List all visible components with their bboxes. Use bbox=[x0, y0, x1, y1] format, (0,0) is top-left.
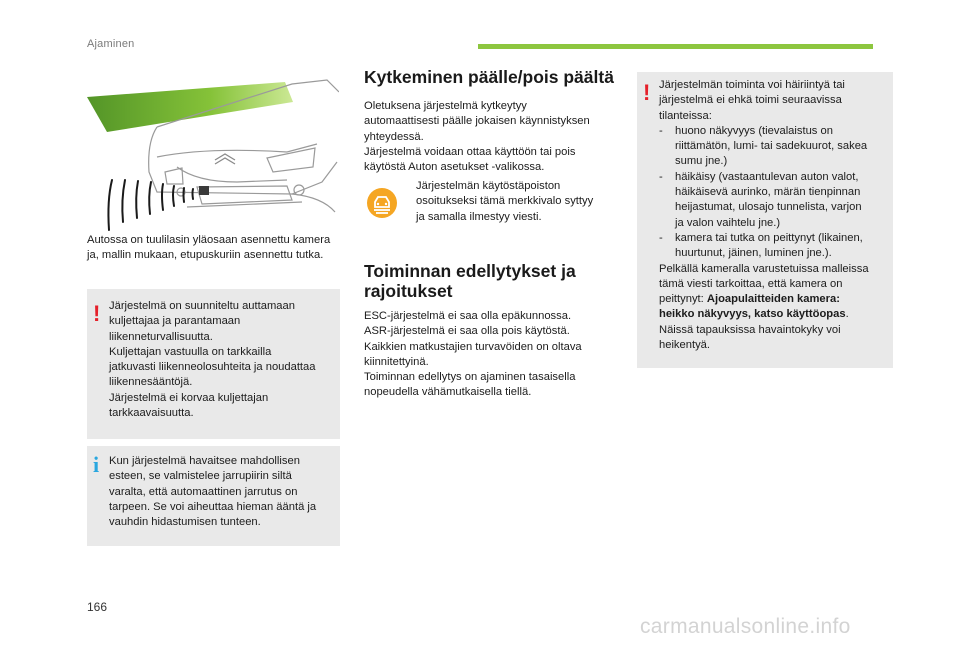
display-message-bold: Ajoapulaitteiden kamera: bbox=[706, 293, 840, 306]
car-front-radar-illustration bbox=[87, 72, 339, 232]
illustration-caption: Autossa on tuulilasin yläosaan asennettu kamera ja, mallin mukaan, etupuskuriin asennettu tutka. bbox=[87, 234, 331, 262]
warning-exclamation-icon: ! bbox=[643, 80, 651, 105]
list-line: häikäisevä aurinko, märän tienpinnan bbox=[675, 186, 861, 199]
paragraph-line: ASR-järjestelmä ei saa olla pois käytöstä. bbox=[364, 325, 570, 338]
info-line: tarpeen. Se voi aiheuttaa hieman ääntä ja bbox=[109, 500, 317, 513]
warning-line: tarkkaavaisuutta. bbox=[109, 407, 194, 420]
warning-exclamation-icon: ! bbox=[93, 301, 101, 326]
car-illustration-svg bbox=[87, 72, 339, 232]
page-number: 166 bbox=[87, 600, 108, 614]
warning-line: Näissä tapauksissa havaintokyky voi bbox=[659, 323, 841, 336]
list-line: huono näkyvyys (tievalaistus on bbox=[675, 124, 833, 137]
warning-line: Järjestelmä on suunniteltu auttamaan bbox=[109, 300, 295, 312]
warning-line: Pelkällä kameralla varustetuissa malleissa bbox=[659, 262, 869, 275]
paragraph-default-activation bbox=[364, 99, 634, 175]
warning-line: jatkuvasti liikenneolosuhteita ja noudattaa bbox=[109, 361, 316, 374]
list-item-glare bbox=[659, 170, 891, 231]
list-line: kamera tai tutka on peittynyt (likainen, bbox=[675, 231, 863, 244]
warning-line: tilanteissa: bbox=[659, 109, 712, 122]
warning-line: heikentyä. bbox=[659, 339, 710, 352]
lamp-line: osoitukseksi tämä merkkivalo syttyy bbox=[416, 195, 594, 208]
warning-box-malfunction-conditions bbox=[637, 72, 893, 368]
lamp-description bbox=[416, 179, 626, 225]
list-line: häikäisy (vastaantulevan auton valot, bbox=[675, 170, 859, 183]
paragraph-conditions bbox=[364, 309, 634, 401]
warning-text bbox=[659, 78, 891, 353]
list-item-poor-visibility bbox=[659, 124, 891, 170]
heading-conditions-limitations bbox=[364, 261, 634, 301]
paragraph-line: Oletuksena järjestelmä kytkeytyy bbox=[364, 100, 527, 112]
list-dash: - bbox=[659, 170, 663, 183]
lamp-line: Järjestelmän käytöstäpoiston bbox=[416, 180, 561, 192]
radar-sensor bbox=[199, 186, 209, 195]
warning-line: Kuljettajan vastuulla on tarkkailla bbox=[109, 345, 272, 358]
info-line: esteen, se valmistelee jarrupiirin siltä bbox=[109, 470, 292, 483]
warning-line: Järjestelmän toiminta voi häiriintyä tai bbox=[659, 79, 845, 91]
warning-box-driver-responsibility bbox=[87, 289, 340, 439]
warning-line: tämä viesti tarkoittaa, että kamera on bbox=[659, 277, 843, 290]
list-dash: - bbox=[659, 231, 663, 244]
warning-line: järjestelmä ei ehkä toimi seuraavissa bbox=[659, 94, 842, 107]
list-line: riittämätön, lumi- tai sadekuurot, sakea bbox=[675, 140, 868, 153]
paragraph-line: nopeudella vähämutkaisella tiellä. bbox=[364, 386, 532, 399]
info-box-brake-preparation bbox=[87, 446, 340, 546]
heading-switch-on-off: Kytkeminen päälle/pois päältä bbox=[364, 67, 614, 87]
paragraph-line: Kaikkien matkustajien turvavöiden on oltava bbox=[364, 340, 582, 353]
warning-line bbox=[659, 307, 891, 322]
brand-chevrons bbox=[215, 154, 235, 164]
warning-text bbox=[109, 299, 337, 421]
lamp-line: ja samalla ilmestyy viesti. bbox=[416, 210, 542, 223]
heading-line: rajoitukset bbox=[364, 281, 453, 301]
info-text bbox=[109, 454, 337, 530]
section-label: Ajaminen bbox=[87, 38, 135, 50]
collision-warning-lamp-icon bbox=[366, 187, 398, 219]
list-dash: - bbox=[659, 124, 663, 137]
warning-line: liikenneturvallisuutta. bbox=[109, 330, 213, 343]
list-line: huurtunut, jäinen, luminen jne.). bbox=[675, 247, 832, 260]
info-line: Kun järjestelmä havaitsee mahdollisen bbox=[109, 455, 300, 467]
heading-line: Toiminnan edellytykset ja bbox=[364, 261, 576, 281]
list-line: sumu jne.) bbox=[675, 155, 728, 168]
display-message-bold: heikko näkyvyys, katso käyttöopas bbox=[659, 308, 846, 321]
camera-beam bbox=[87, 82, 293, 132]
info-line: vauhdin hidastumisen tunteen. bbox=[109, 516, 261, 529]
paragraph-line: kiinnitettyinä. bbox=[364, 355, 429, 368]
warning-line bbox=[659, 292, 891, 307]
info-line: varalta, että automaattinen jarrutus on bbox=[109, 485, 298, 498]
warning-line: liikennesääntöjä. bbox=[109, 376, 193, 389]
paragraph-line: yhteydessä. bbox=[364, 130, 424, 143]
section-color-bar bbox=[478, 44, 873, 49]
paragraph-line: automaattisesti päälle jokaisen käynnistyksen bbox=[364, 115, 590, 128]
paragraph-line: Järjestelmä voidaan ottaa käyttöön tai pois bbox=[364, 145, 576, 158]
paragraph-line: ESC-järjestelmä ei saa olla epäkunnossa. bbox=[364, 310, 572, 322]
warning-line: Järjestelmä ei korvaa kuljettajan bbox=[109, 391, 269, 404]
watermark: carmanualsonline.info bbox=[640, 615, 851, 638]
paragraph-line: käytöstä Auton asetukset -valikossa. bbox=[364, 161, 545, 174]
list-item-covered-sensor bbox=[659, 231, 891, 262]
paragraph-line: Toiminnan edellytys on ajaminen tasaisella bbox=[364, 371, 576, 384]
text-fragment: peittynyt: bbox=[659, 293, 707, 306]
text-fragment: . bbox=[845, 308, 849, 321]
info-icon: i bbox=[93, 452, 100, 477]
warning-line: kuljettajaa ja parantamaan bbox=[109, 315, 241, 328]
list-line: heijastumat, ulosajo tunnelista, varjon bbox=[675, 201, 862, 214]
list-line: ja valon vaihtelu jne.) bbox=[675, 216, 781, 229]
